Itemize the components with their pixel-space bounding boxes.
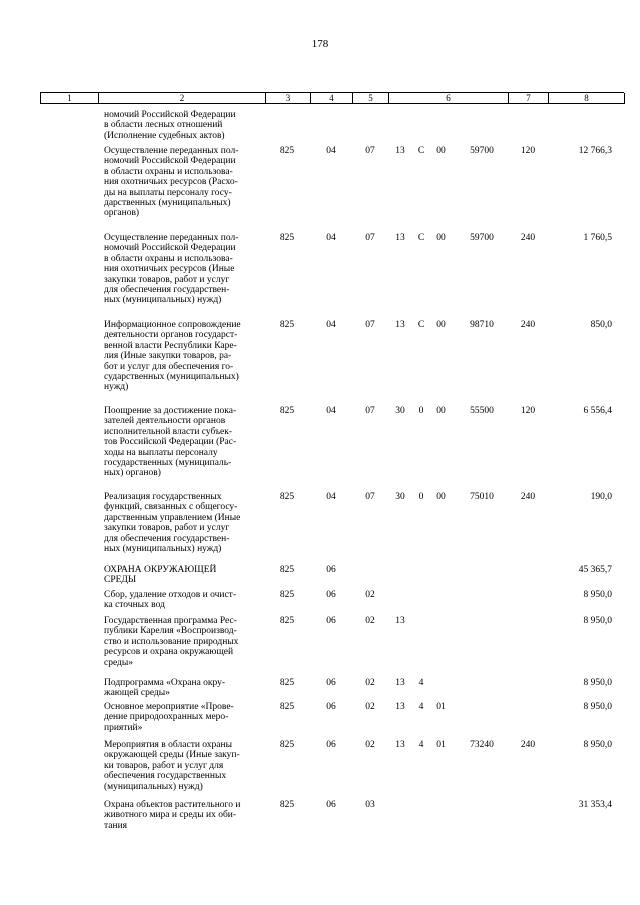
description-line: жающей среды» [104,688,170,699]
description-line: дарственным управлением (Иные [104,512,241,523]
description-line: Мероприятия в области охраны [104,740,232,750]
cell-subsection: 07 [365,233,375,243]
cell-subsection: 07 [365,492,375,502]
cell-subsection: 02 [365,740,375,750]
cell-subprogram: 0 [418,406,424,416]
description-line: ки товаров, работ и услуг для [104,760,224,771]
description-line: ных (муниципальных) нужд) [104,544,222,555]
cell-event: 00 [436,406,446,416]
cell-ministry: 825 [279,565,295,575]
cell-subsection: 07 [365,146,375,156]
cell-description [104,233,264,306]
cell-section: 06 [326,702,336,712]
description-line: ния охотничьих ресурсов (Иные [104,264,235,275]
cell-subprogram: 0 [418,492,424,502]
header-col-3: 3 [266,93,311,104]
cell-ministry: 825 [279,233,295,243]
cell-program: 13 [395,616,405,626]
description-line: венной власти Республики Каре- [104,340,237,351]
cell-direction: 75010 [470,492,494,502]
description-line: (муниципальных) нужд) [104,781,203,792]
description-line: в области охраны и использова- [104,166,233,177]
description-line: дение природоохранных меро- [104,712,229,723]
cell-description [104,110,264,141]
description-line: закупки товаров, работ и услуг [104,523,230,534]
cell-ministry: 825 [279,406,295,416]
cell-subprogram: 4 [418,740,424,750]
cell-subprogram: 4 [418,678,424,688]
cell-description [104,565,264,586]
cell-section: 04 [326,233,336,243]
cell-ministry: 825 [279,590,295,600]
cell-event: 01 [436,702,446,712]
cell-ministry: 825 [279,616,295,626]
cell-section: 04 [326,146,336,156]
cell-subsection: 07 [365,406,375,416]
description-line: деятельности органов государст- [104,330,238,341]
header-col-4: 4 [311,93,353,104]
cell-description [104,678,264,699]
cell-program: 13 [395,678,405,688]
cell-direction: 59700 [470,146,494,156]
cell-description [104,320,264,393]
cell-expense-type: 120 [520,146,536,156]
description-line: государственных (муниципаль- [104,458,232,469]
cell-program: 13 [395,702,405,712]
description-line: закупки товаров, работ и услуг [104,274,230,285]
cell-description [104,146,264,219]
cell-section: 06 [326,800,336,810]
cell-amount: 8 950,0 [583,590,612,600]
description-line: Информационное сопровождение [104,320,241,330]
cell-description [104,740,264,792]
cell-expense-type: 240 [520,233,536,243]
cell-ministry: 825 [279,492,295,502]
description-line: ных) органов) [104,468,161,479]
description-line: СРЕДЫ [104,575,137,586]
cell-section: 04 [326,406,336,416]
description-line: Осуществление переданных пол- [104,233,239,243]
cell-event: 00 [436,492,446,502]
description-line: Охрана объектов растительного и [104,800,241,810]
description-line: окружающей среды (Иные закуп- [104,750,240,761]
description-line: ОХРАНА ОКРУЖАЮЩЕЙ [104,565,217,575]
description-line: обеспечения государственных [104,771,227,782]
cell-section: 04 [326,320,336,330]
cell-amount: 8 950,0 [583,678,612,688]
description-line: Реализация государственных [104,492,222,502]
cell-amount: 12 766,3 [578,146,612,156]
cell-subsection: 02 [365,616,375,626]
description-line: бот и услуг для обеспечения го- [104,361,234,372]
description-line: в области охраны и использова- [104,253,233,264]
cell-event: 00 [436,320,446,330]
description-line: ка сточных вод [104,600,165,611]
description-line: функций, связанных с общегосу- [104,502,238,513]
cell-description [104,616,264,668]
cell-expense-type: 120 [520,406,536,416]
header-col-5: 5 [353,93,389,104]
cell-direction: 55500 [470,406,494,416]
cell-subsection: 02 [365,678,375,688]
description-line: среды» [104,657,134,668]
description-line: нужд) [104,382,129,393]
description-line: Основное мероприятие «Прове- [104,702,234,712]
cell-ministry: 825 [279,678,295,688]
page-number: 178 [311,38,329,50]
cell-section: 06 [326,565,336,575]
cell-amount: 8 950,0 [583,740,612,750]
cell-description [104,406,264,479]
cell-description [104,492,264,554]
cell-ministry: 825 [279,800,295,810]
description-line: ство и использование природных [104,636,239,647]
description-line: в области лесных отношений [104,120,223,131]
description-line: зателей деятельности органов [104,416,226,427]
cell-section: 06 [326,590,336,600]
description-line: для обеспечения государствен- [104,533,230,544]
cell-description [104,702,264,733]
description-line: лия (Иные закупки товаров, ра- [104,351,232,362]
description-line: ды на выплаты персоналу госу- [104,187,232,198]
description-line: Подпрограмма «Охрана окру- [104,678,226,688]
description-line: дарственных (муниципальных) [104,198,231,209]
description-line: ходы на выплаты персоналу [104,447,218,458]
header-col-6: 6 [389,93,509,104]
cell-direction: 59700 [470,233,494,243]
cell-program: 13 [395,740,405,750]
description-line: для обеспечения государствен- [104,285,230,296]
cell-subprogram: 4 [418,702,424,712]
cell-amount: 850,0 [590,320,612,330]
cell-subsection: 02 [365,590,375,600]
cell-event: 00 [436,233,446,243]
header-col-2: 2 [99,93,266,104]
description-line: ных (муниципальных) нужд) [104,295,222,306]
description-line: приятий» [104,722,143,733]
header-col-8: 8 [549,93,625,104]
cell-program: 13 [395,146,405,156]
cell-subprogram: С [417,320,425,330]
cell-section: 06 [326,678,336,688]
cell-section: 06 [326,616,336,626]
cell-program: 13 [395,320,405,330]
description-line: Сбор, удаление отходов и очист- [104,590,236,600]
description-line: сударственных (муниципальных) [104,372,239,383]
description-line: тания [104,820,128,831]
description-line: ния охотничьих ресурсов (Расхо- [104,177,238,188]
cell-ministry: 825 [279,146,295,156]
cell-description [104,800,264,831]
cell-event: 01 [436,740,446,750]
cell-amount: 8 950,0 [583,702,612,712]
cell-program: 13 [395,233,405,243]
cell-amount: 45 365,7 [578,565,612,575]
description-line: (Исполнение судебных актов) [104,130,225,141]
cell-subprogram: С [417,233,425,243]
cell-program: 30 [395,492,405,502]
cell-ministry: 825 [279,320,295,330]
description-line: номочий Российской Федерации [104,110,236,120]
description-line: органов) [104,208,140,219]
description-line: публики Карелия «Воспроизвод- [104,626,237,637]
cell-subsection: 02 [365,702,375,712]
cell-amount: 1 760,5 [583,233,612,243]
cell-program: 30 [395,406,405,416]
cell-ministry: 825 [279,740,295,750]
description-line: животного мира и среды их оби- [104,810,237,821]
description-line: ресурсов и охрана окружающей [104,647,234,658]
description-line: исполнительной власти субъек- [104,426,233,437]
cell-section: 06 [326,740,336,750]
description-line: тов Российской Федерации (Рас- [104,437,237,448]
cell-amount: 190,0 [590,492,612,502]
description-line: номочий Российской Федерации [104,243,236,254]
cell-amount: 6 556,4 [583,406,612,416]
cell-description [104,590,264,611]
description-line: Поощрение за достижение пока- [104,406,237,416]
cell-section: 04 [326,492,336,502]
cell-subsection: 03 [365,800,375,810]
cell-expense-type: 240 [520,492,536,502]
cell-expense-type: 240 [520,740,536,750]
description-line: номочий Российской Федерации [104,156,236,167]
description-line: Осуществление переданных пол- [104,146,239,156]
cell-subprogram: С [417,146,425,156]
cell-event: 00 [436,146,446,156]
cell-expense-type: 240 [520,320,536,330]
cell-direction: 73240 [470,740,494,750]
cell-amount: 31 353,4 [578,800,612,810]
header-col-1: 1 [41,93,99,104]
cell-subsection: 07 [365,320,375,330]
header-col-7: 7 [509,93,549,104]
cell-ministry: 825 [279,702,295,712]
cell-direction: 98710 [470,320,494,330]
cell-amount: 8 950,0 [583,616,612,626]
description-line: Государственная программа Рес- [104,616,237,626]
